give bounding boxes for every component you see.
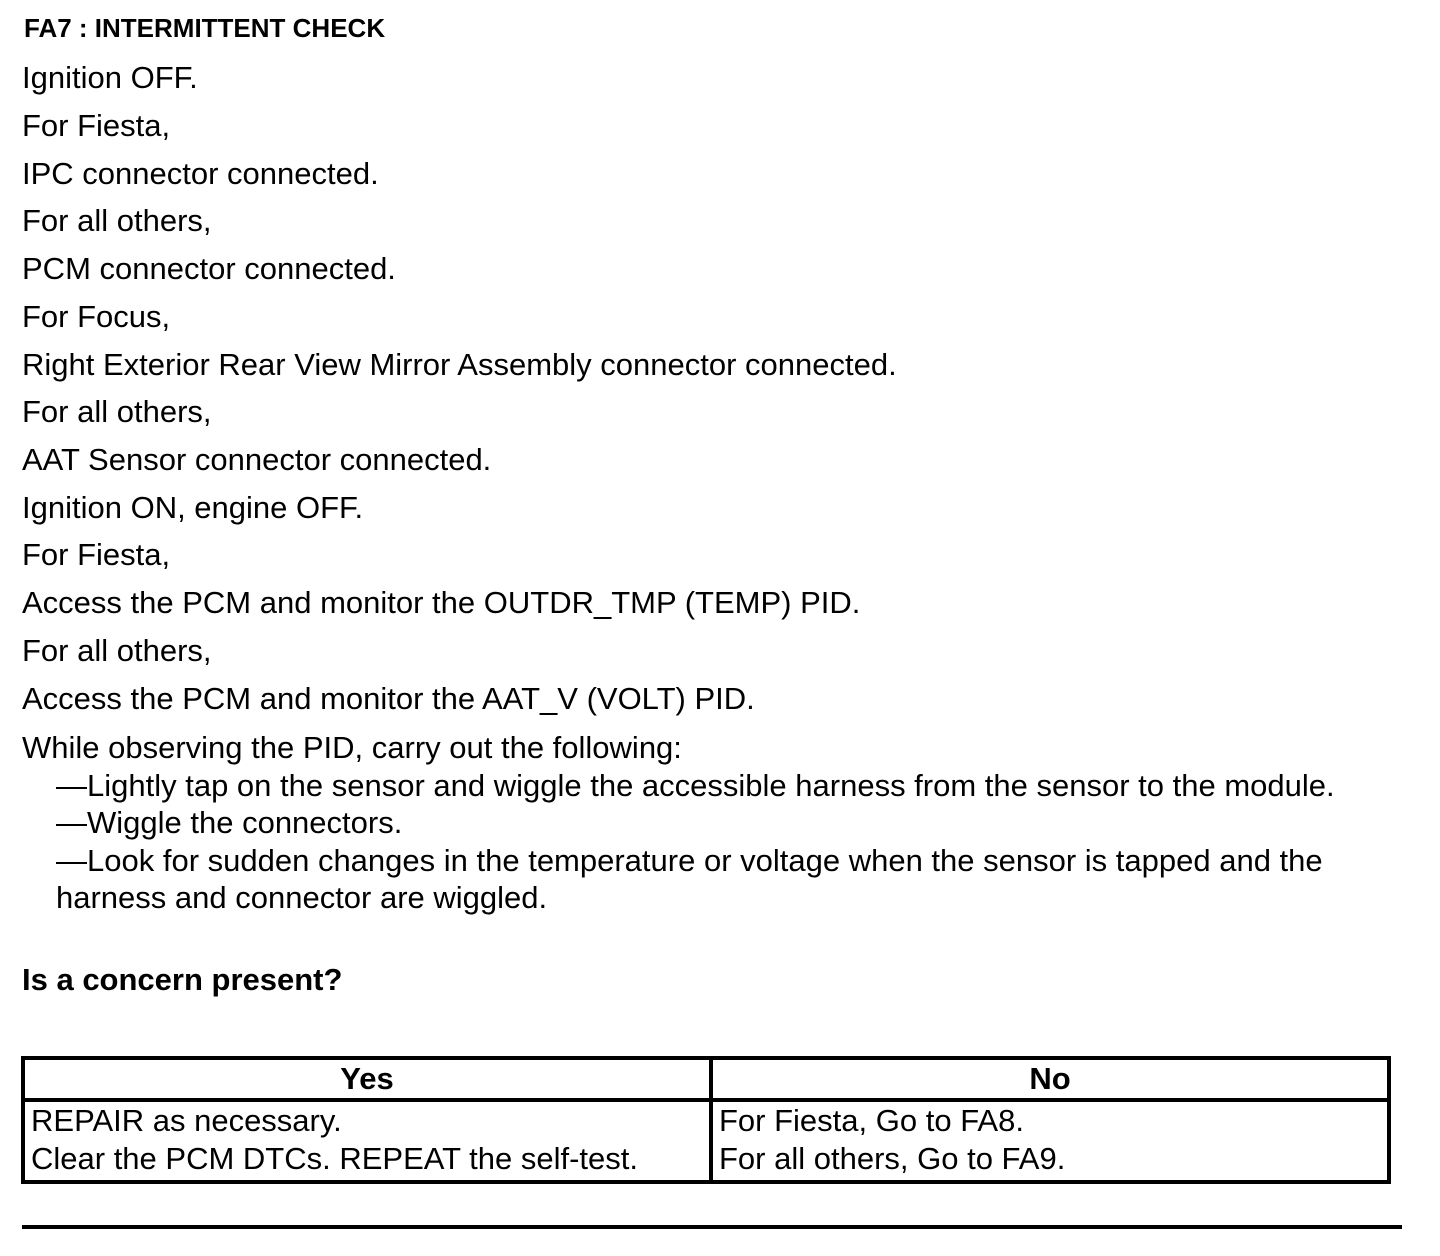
bottom-divider (22, 1225, 1402, 1229)
no-action-line: For all others, Go to FA9. (719, 1141, 1066, 1176)
step-line: Access the PCM and monitor the AAT_V (VOLT) PID. (22, 681, 755, 716)
step-line: For Fiesta, (22, 537, 171, 572)
step-line: For all others, (22, 203, 212, 238)
step-line: Access the PCM and monitor the OUTDR_TMP (TEMP) PID. (22, 585, 861, 620)
observe-bullet: —Lightly tap on the sensor and wiggle the accessible harness from the sensor to the module. (56, 767, 1335, 803)
no-action-cell (711, 1100, 1389, 1182)
no-action-line: For Fiesta, Go to FA8. (719, 1103, 1024, 1138)
observe-instructions (22, 729, 1402, 917)
observe-bullet: —Look for sudden changes in the temperature or voltage when the sensor is tapped and the harness and connector are wiggled. (56, 842, 1323, 915)
step-line: For all others, (22, 394, 212, 429)
step-line: PCM connector connected. (22, 251, 396, 286)
step-line: Right Exterior Rear View Mirror Assembly connector connected. (22, 347, 897, 382)
step-line: For Fiesta, (22, 108, 171, 143)
step-line: Ignition OFF. (22, 60, 198, 95)
yes-header: Yes (23, 1058, 711, 1100)
concern-question: Is a concern present? (22, 962, 343, 997)
result-header-row (23, 1058, 1389, 1100)
yes-action-cell (23, 1100, 711, 1182)
result-body-row (23, 1100, 1389, 1182)
observe-bullet: —Wiggle the connectors. (56, 805, 403, 840)
observe-intro: While observing the PID, carry out the following: (22, 730, 682, 765)
step-line: IPC connector connected. (22, 156, 379, 191)
step-line: For Focus, (22, 299, 171, 334)
yes-action-line: REPAIR as necessary. (31, 1103, 342, 1138)
no-header: No (711, 1058, 1389, 1100)
page-title: FA7 : INTERMITTENT CHECK (24, 13, 386, 43)
step-line: Ignition ON, engine OFF. (22, 490, 364, 525)
step-line: AAT Sensor connector connected. (22, 442, 492, 477)
step-line: For all others, (22, 633, 212, 668)
result-table (21, 1056, 1391, 1184)
yes-action-line: Clear the PCM DTCs. REPEAT the self-test. (31, 1141, 638, 1176)
